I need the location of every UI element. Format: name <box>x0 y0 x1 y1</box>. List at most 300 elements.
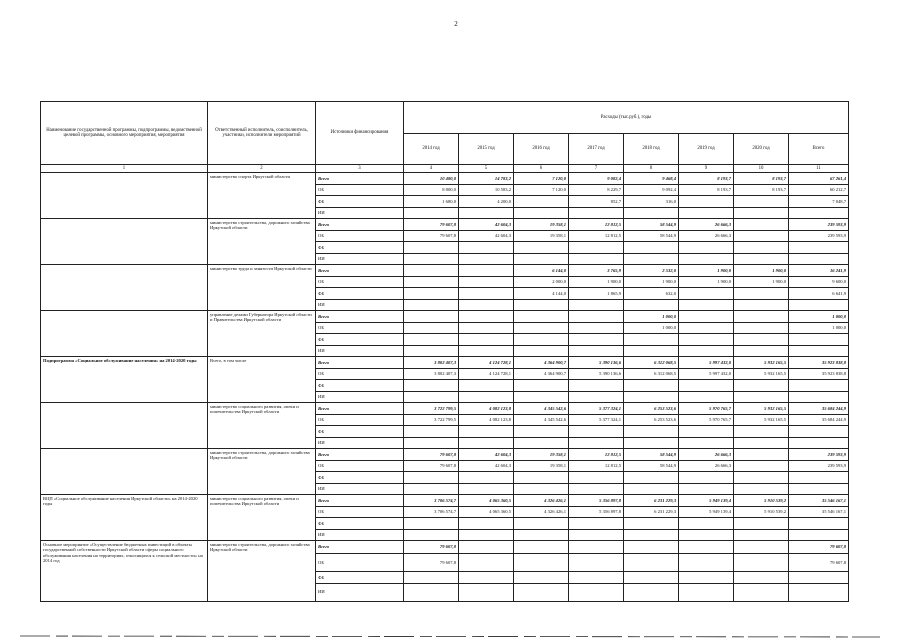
funding-source-cell: ОБ <box>316 276 404 288</box>
funding-source-cell: Всего <box>316 541 404 554</box>
value-cell: 7 120,0 <box>514 184 569 196</box>
value-cell <box>624 583 679 601</box>
program-name-cell <box>41 265 208 311</box>
funding-source-cell: ИИ <box>316 207 404 219</box>
value-cell <box>734 311 789 323</box>
funding-source-cell: Всего <box>316 495 404 507</box>
value-cell: 8 229,7 <box>569 184 624 196</box>
value-cell: 19 358,1 <box>514 219 569 231</box>
value-cell <box>459 518 514 530</box>
value-cell: 1 000,0 <box>624 311 679 323</box>
value-cell <box>404 288 459 300</box>
value-cell <box>679 529 734 541</box>
value-cell <box>734 253 789 265</box>
value-cell: 239 593,9 <box>789 460 849 472</box>
value-cell <box>624 437 679 449</box>
value-cell: 1 900,0 <box>624 276 679 288</box>
value-cell: 58 544,9 <box>624 460 679 472</box>
value-cell: 79 607,8 <box>789 554 849 572</box>
value-cell <box>514 345 569 357</box>
value-cell <box>459 265 514 277</box>
value-cell <box>734 518 789 530</box>
header-row <box>41 102 849 134</box>
executor-cell: министерство строительства, дорожного хозяйства Иркутской области <box>208 449 316 495</box>
value-cell <box>679 345 734 357</box>
value-cell: 35 684 244,9 <box>789 403 849 415</box>
value-cell: 5 997 432,0 <box>679 368 734 380</box>
table-row <box>41 449 849 461</box>
header-executor-col: Ответственный исполнитель, соисполнитель, участники, исполнители мероприятий <box>208 102 316 165</box>
funding-source-cell: ОБ <box>316 230 404 242</box>
value-cell <box>404 437 459 449</box>
value-cell <box>514 572 569 584</box>
value-cell <box>569 299 624 311</box>
value-cell <box>679 472 734 484</box>
value-cell <box>514 242 569 254</box>
funding-source-cell: ИИ <box>316 483 404 495</box>
value-cell <box>734 230 789 242</box>
value-cell: 239 593,9 <box>789 230 849 242</box>
value-cell <box>459 311 514 323</box>
value-cell: 3 722 799,5 <box>404 414 459 426</box>
value-cell <box>679 322 734 334</box>
program-name-cell: ВЦП «Социальное обслуживание населения Иркутской области» на 2014-2020 годы <box>41 495 208 541</box>
value-cell: 4 144,0 <box>514 288 569 300</box>
funding-source-cell: ФБ <box>316 518 404 530</box>
value-cell <box>404 345 459 357</box>
value-cell <box>789 472 849 484</box>
value-cell <box>569 572 624 584</box>
header-number-row <box>41 165 849 173</box>
scan-bottom-edge <box>0 632 905 640</box>
value-cell: 5 932 165,5 <box>734 414 789 426</box>
value-cell <box>679 311 734 323</box>
funding-source-cell: ФБ <box>316 334 404 346</box>
funding-source-cell: ОБ <box>316 184 404 196</box>
value-cell <box>569 322 624 334</box>
value-cell <box>569 529 624 541</box>
value-cell <box>734 572 789 584</box>
value-cell <box>789 253 849 265</box>
value-cell: 19 358,1 <box>514 449 569 461</box>
value-cell: 1 900,0 <box>679 265 734 277</box>
value-cell: 4 082 123,8 <box>459 403 514 415</box>
funding-source-cell: ФБ <box>316 242 404 254</box>
value-cell: 4 082 123,8 <box>459 414 514 426</box>
value-cell: 9 468,4 <box>624 173 679 185</box>
value-cell <box>569 472 624 484</box>
value-cell: 6 312 068,5 <box>624 357 679 369</box>
executor-cell: министерство строительства, дорожного хозяйства Иркутской области <box>208 219 316 265</box>
value-cell: 35 923 838,8 <box>789 357 849 369</box>
value-cell <box>404 583 459 601</box>
funding-source-cell: ОБ <box>316 322 404 334</box>
value-cell: 4 326 426,1 <box>514 495 569 507</box>
value-cell: 316,0 <box>624 196 679 208</box>
value-cell <box>569 242 624 254</box>
value-cell <box>514 437 569 449</box>
header-year: 2020 год <box>734 134 789 165</box>
value-cell: 3 706 574,7 <box>404 506 459 518</box>
value-cell <box>404 380 459 392</box>
value-cell: 12 812,5 <box>569 219 624 231</box>
value-cell <box>679 334 734 346</box>
value-cell <box>624 529 679 541</box>
value-cell: 3 802 407,3 <box>404 357 459 369</box>
value-cell <box>569 483 624 495</box>
value-cell: 35 546 167,1 <box>789 506 849 518</box>
value-cell: 8 193,7 <box>734 184 789 196</box>
value-cell: 1 000,0 <box>789 311 849 323</box>
value-cell: 9 092,4 <box>624 184 679 196</box>
value-cell <box>514 472 569 484</box>
value-cell <box>569 311 624 323</box>
header-col-number: 5 <box>459 165 514 173</box>
header-col-number: 4 <box>404 165 459 173</box>
value-cell: 4 124 728,1 <box>459 357 514 369</box>
funding-source-cell: ФБ <box>316 196 404 208</box>
value-cell <box>624 253 679 265</box>
value-cell <box>459 483 514 495</box>
value-cell: 6 253 523,6 <box>624 414 679 426</box>
value-cell: 42 604,3 <box>459 460 514 472</box>
value-cell: 1 900,0 <box>679 276 734 288</box>
value-cell <box>624 483 679 495</box>
value-cell: 2 000,0 <box>514 276 569 288</box>
executor-cell: министерство социального развития, опеки и попечительства Иркутской области <box>208 403 316 449</box>
value-cell <box>734 219 789 231</box>
value-cell <box>569 554 624 572</box>
page-number: 2 <box>454 20 458 28</box>
value-cell: 9 082,4 <box>569 173 624 185</box>
table-row <box>41 357 849 369</box>
funding-source-cell: ФБ <box>316 426 404 438</box>
value-cell <box>734 196 789 208</box>
funding-source-cell: Всего <box>316 173 404 185</box>
value-cell <box>569 253 624 265</box>
value-cell <box>569 426 624 438</box>
program-name-cell: Основное мероприятие «Осуществление бюджетных инвестиций в объекты государственной собственности Иркутской области сферы социального обслуживания населения на территориях, относящихся к сельской местности» на 2014 год <box>41 541 208 602</box>
value-cell: 60 212,7 <box>789 184 849 196</box>
table-row <box>41 219 849 231</box>
value-cell <box>404 322 459 334</box>
value-cell <box>734 345 789 357</box>
value-cell: 1 680,0 <box>404 196 459 208</box>
header-col-number: 9 <box>679 165 734 173</box>
executor-cell: Всего, в том числе <box>208 357 316 403</box>
value-cell <box>679 518 734 530</box>
value-cell: 5 970 765,7 <box>679 403 734 415</box>
value-cell <box>404 518 459 530</box>
value-cell <box>734 207 789 219</box>
value-cell: 4 200,0 <box>459 196 514 208</box>
value-cell: 239 593,9 <box>789 449 849 461</box>
value-cell <box>624 207 679 219</box>
value-cell: 1 000,0 <box>624 322 679 334</box>
header-year: 2019 год <box>679 134 734 165</box>
value-cell <box>679 299 734 311</box>
value-cell <box>404 242 459 254</box>
value-cell: 79 607,8 <box>789 541 849 554</box>
value-cell: 5 970 765,7 <box>679 414 734 426</box>
value-cell: 6 144,0 <box>514 265 569 277</box>
table-row <box>41 265 849 277</box>
value-cell: 67 261,4 <box>789 173 849 185</box>
header-year: Всего <box>789 134 849 165</box>
table-row <box>41 311 849 323</box>
value-cell <box>569 437 624 449</box>
value-cell <box>734 426 789 438</box>
funding-source-cell: ИИ <box>316 529 404 541</box>
value-cell <box>789 345 849 357</box>
value-cell <box>514 207 569 219</box>
value-cell: 26 666,3 <box>679 460 734 472</box>
value-cell: 1 000,0 <box>789 322 849 334</box>
value-cell <box>514 541 569 554</box>
value-cell <box>459 437 514 449</box>
table-row <box>41 403 849 415</box>
funding-source-cell: Всего <box>316 357 404 369</box>
value-cell: 12 812,5 <box>569 449 624 461</box>
executor-cell: управление делами Губернатора Иркутской области и Правительства Иркутской области <box>208 311 316 357</box>
value-cell: 5 377 324,1 <box>569 414 624 426</box>
header-col-number: 2 <box>208 165 316 173</box>
value-cell <box>624 472 679 484</box>
value-cell <box>459 207 514 219</box>
value-cell <box>459 253 514 265</box>
value-cell: 4 364 900,7 <box>514 368 569 380</box>
value-cell <box>459 322 514 334</box>
value-cell <box>569 541 624 554</box>
value-cell <box>459 572 514 584</box>
header-source-col: Источники финансирования <box>316 102 404 165</box>
value-cell: 10 583,2 <box>459 184 514 196</box>
value-cell <box>734 541 789 554</box>
value-cell: 79 607,8 <box>404 460 459 472</box>
value-cell: 4 326 426,1 <box>514 506 569 518</box>
program-name-cell: Подпрограмма «Социальное обслуживание населения» на 2014-2020 годы <box>41 357 208 403</box>
value-cell: 3 706 574,7 <box>404 495 459 507</box>
value-cell: 5 356 897,8 <box>569 506 624 518</box>
funding-source-cell: Всего <box>316 265 404 277</box>
value-cell <box>679 288 734 300</box>
header-expenses: Расходы (тыс.руб.), годы <box>404 102 849 134</box>
table-row <box>41 541 849 554</box>
executor-cell: министерство социального развития, опеки и попечительства Иркутской области <box>208 495 316 541</box>
header-year: 2016 год <box>514 134 569 165</box>
value-cell: 5 910 539,2 <box>734 495 789 507</box>
value-cell <box>734 554 789 572</box>
value-cell <box>404 391 459 403</box>
executor-cell: министерство труда и занятости Иркутской области <box>208 265 316 311</box>
value-cell: 4 065 360,5 <box>459 495 514 507</box>
value-cell: 35 923 838,8 <box>789 368 849 380</box>
value-cell: 35 684 244,9 <box>789 414 849 426</box>
value-cell <box>679 426 734 438</box>
value-cell: 239 593,9 <box>789 219 849 231</box>
value-cell: 1 900,0 <box>569 276 624 288</box>
value-cell <box>569 380 624 392</box>
value-cell: 79 607,8 <box>404 219 459 231</box>
value-cell: 79 607,8 <box>404 554 459 572</box>
value-cell <box>459 426 514 438</box>
value-cell <box>514 391 569 403</box>
value-cell <box>734 483 789 495</box>
value-cell: 79 607,8 <box>404 541 459 554</box>
value-cell: 2 532,0 <box>624 265 679 277</box>
value-cell <box>569 345 624 357</box>
value-cell <box>734 529 789 541</box>
value-cell <box>514 380 569 392</box>
value-cell <box>459 541 514 554</box>
value-cell: 4 364 900,7 <box>514 357 569 369</box>
value-cell: 58 544,9 <box>624 219 679 231</box>
funding-source-cell: ОБ <box>316 368 404 380</box>
value-cell: 4 124 728,1 <box>459 368 514 380</box>
value-cell <box>624 572 679 584</box>
value-cell: 8 193,7 <box>679 184 734 196</box>
value-cell: 12 812,5 <box>569 230 624 242</box>
value-cell: 6 641,9 <box>789 288 849 300</box>
header-year: 2018 год <box>624 134 679 165</box>
value-cell: 5 390 136,6 <box>569 368 624 380</box>
value-cell <box>404 529 459 541</box>
funding-source-cell: ФБ <box>316 572 404 584</box>
value-cell: 26 666,3 <box>679 219 734 231</box>
value-cell: 5 390 136,6 <box>569 357 624 369</box>
value-cell: 19 358,1 <box>514 460 569 472</box>
value-cell <box>514 311 569 323</box>
value-cell: 3 722 799,5 <box>404 403 459 415</box>
value-cell <box>404 426 459 438</box>
value-cell <box>404 311 459 323</box>
value-cell <box>734 242 789 254</box>
value-cell <box>624 518 679 530</box>
header-col-number: 8 <box>624 165 679 173</box>
value-cell <box>404 207 459 219</box>
value-cell: 7 048,7 <box>789 196 849 208</box>
value-cell <box>569 207 624 219</box>
value-cell <box>514 483 569 495</box>
value-cell <box>624 426 679 438</box>
value-cell <box>514 299 569 311</box>
header-col-number: 3 <box>316 165 404 173</box>
value-cell: 7 120,0 <box>514 173 569 185</box>
funding-source-cell: Всего <box>316 403 404 415</box>
value-cell: 5 949 139,4 <box>679 495 734 507</box>
funding-source-cell: ФБ <box>316 288 404 300</box>
value-cell <box>404 334 459 346</box>
value-cell <box>679 541 734 554</box>
funding-source-cell: Всего <box>316 219 404 231</box>
value-cell: 1 865,9 <box>569 288 624 300</box>
value-cell <box>734 583 789 601</box>
value-cell: 3 765,9 <box>569 265 624 277</box>
value-cell <box>679 554 734 572</box>
value-cell <box>679 483 734 495</box>
value-cell <box>624 554 679 572</box>
value-cell: 5 949 139,4 <box>679 506 734 518</box>
value-cell <box>734 391 789 403</box>
funding-source-cell: ФБ <box>316 472 404 484</box>
value-cell <box>734 460 789 472</box>
value-cell <box>459 472 514 484</box>
value-cell: 8 193,7 <box>734 173 789 185</box>
program-name-cell <box>41 449 208 495</box>
value-cell <box>734 472 789 484</box>
value-cell <box>789 518 849 530</box>
value-cell <box>514 554 569 572</box>
header-name-col: Наименование государственной программы, подпрограммы, ведомственной целевой программы, основного мероприятия, мероприятия <box>41 102 208 165</box>
header-col-number: 1 <box>41 165 208 173</box>
value-cell <box>514 334 569 346</box>
value-cell <box>404 483 459 495</box>
value-cell: 4 065 360,5 <box>459 506 514 518</box>
value-cell: 8 193,7 <box>679 173 734 185</box>
value-cell <box>459 345 514 357</box>
value-cell <box>679 242 734 254</box>
value-cell <box>734 449 789 461</box>
funding-source-cell: ИИ <box>316 391 404 403</box>
value-cell <box>734 437 789 449</box>
program-name-cell <box>41 173 208 219</box>
value-cell <box>789 207 849 219</box>
header-year: 2014 год <box>404 134 459 165</box>
value-cell <box>514 518 569 530</box>
value-cell <box>624 541 679 554</box>
value-cell <box>404 253 459 265</box>
value-cell: 58 544,9 <box>624 449 679 461</box>
value-cell <box>734 380 789 392</box>
value-cell <box>789 426 849 438</box>
value-cell: 42 604,3 <box>459 219 514 231</box>
funding-source-cell: ОБ <box>316 554 404 572</box>
value-cell <box>514 529 569 541</box>
value-cell: 58 544,9 <box>624 230 679 242</box>
value-cell: 6 231 229,3 <box>624 506 679 518</box>
value-cell: 5 377 324,1 <box>569 403 624 415</box>
value-cell: 16 241,9 <box>789 265 849 277</box>
value-cell <box>734 322 789 334</box>
header-col-number: 10 <box>734 165 789 173</box>
value-cell <box>789 334 849 346</box>
value-cell: 5 932 165,5 <box>734 368 789 380</box>
funding-source-cell: Всего <box>316 449 404 461</box>
value-cell: 5 932 165,5 <box>734 357 789 369</box>
value-cell: 35 546 167,1 <box>789 495 849 507</box>
value-cell: 1 900,0 <box>734 276 789 288</box>
value-cell <box>789 529 849 541</box>
value-cell <box>679 380 734 392</box>
value-cell <box>514 426 569 438</box>
value-cell: 4 345 542,6 <box>514 403 569 415</box>
funding-source-cell: ФБ <box>316 380 404 392</box>
value-cell: 6 312 068,5 <box>624 368 679 380</box>
value-cell <box>514 322 569 334</box>
value-cell: 1 900,0 <box>734 265 789 277</box>
value-cell <box>404 265 459 277</box>
value-cell: 5 997 432,0 <box>679 357 734 369</box>
value-cell <box>624 242 679 254</box>
value-cell <box>404 472 459 484</box>
value-cell <box>789 583 849 601</box>
value-cell <box>679 207 734 219</box>
value-cell: 79 607,8 <box>404 449 459 461</box>
header-col-number: 11 <box>789 165 849 173</box>
value-cell: 14 783,2 <box>459 173 514 185</box>
value-cell <box>679 583 734 601</box>
value-cell <box>789 483 849 495</box>
